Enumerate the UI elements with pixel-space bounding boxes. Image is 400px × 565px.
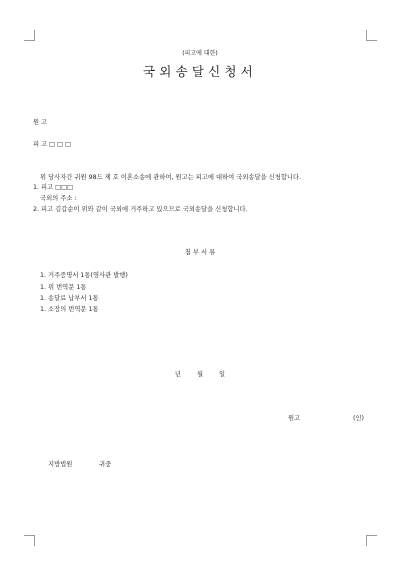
court-name: 지방법원 <box>48 461 73 468</box>
crop-mark-bottom-right <box>366 535 377 546</box>
attachment-item: 1. 송달료 납부서 1통 <box>40 295 99 302</box>
date-line: 년 월 일 <box>174 371 226 378</box>
body-paragraph: 위 당사자간 귀원 98드 제 호 이혼소송에 관하여, 원고는 피고에 대하여 국외송달을 신청합니다. <box>40 174 302 181</box>
document-subtitle: (피고에 대한) <box>182 50 218 57</box>
document-title: 국외송달신청서 <box>143 64 257 79</box>
item-defendant: 1. 피고 □□□ <box>33 184 74 191</box>
item-reason: 2. 피고 김갑순이 위와 같이 국외에 거주하고 있으므로 국외송달을 신청합니다. <box>33 206 248 213</box>
defendant-label: 피 고 □ □ □ <box>33 141 72 148</box>
crop-mark-top-right <box>366 30 377 41</box>
item-foreign-address: 국외의 주소 : <box>40 195 77 202</box>
seal-mark: (인) <box>353 415 364 422</box>
attachment-item: 1. 위 번역문 1통 <box>40 284 87 291</box>
plaintiff-label: 원 고 <box>33 119 48 126</box>
attachment-item: 1. 소장의 번역문 1통 <box>40 306 99 313</box>
signer-label: 원고 <box>288 415 301 422</box>
addressee: 귀중 <box>99 461 112 468</box>
crop-mark-top-left <box>24 30 35 41</box>
crop-mark-bottom-left <box>24 535 35 546</box>
attachments-heading: 첨 부 서 류 <box>184 249 216 256</box>
attachment-item: 1. 거주증명서 1통(영사관 발행) <box>40 272 128 279</box>
